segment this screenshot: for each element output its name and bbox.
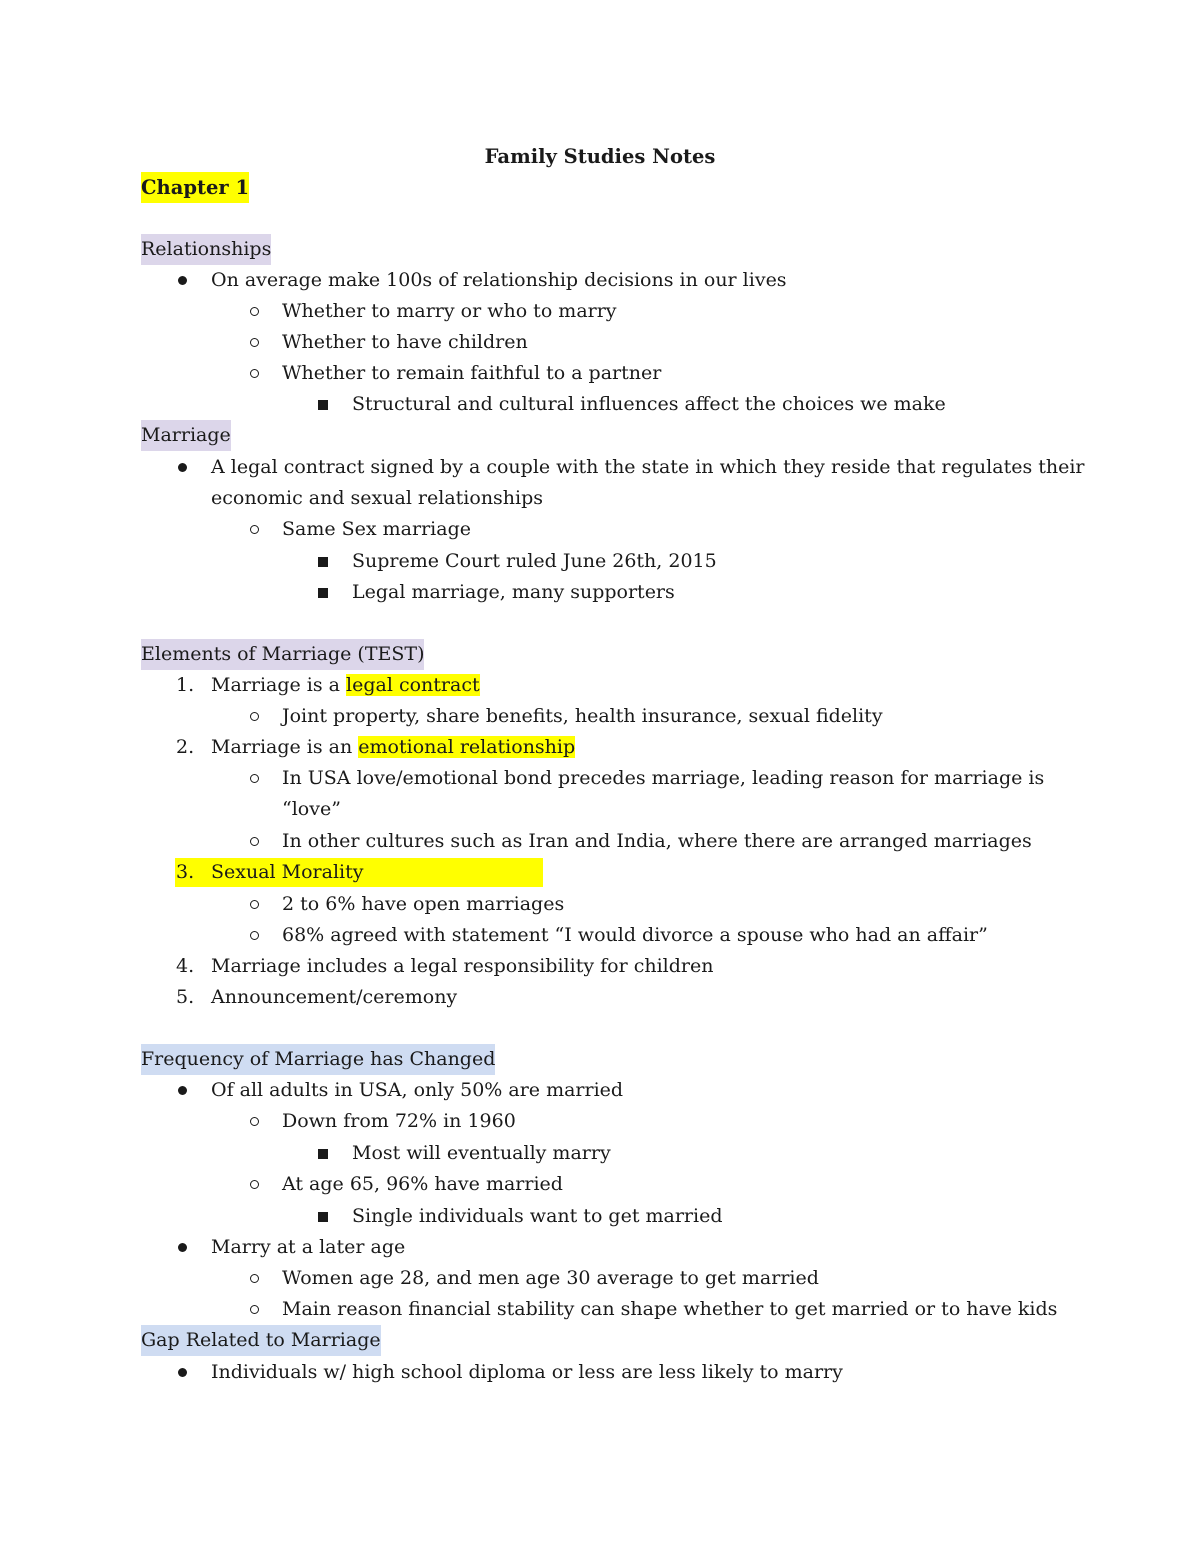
bullet-icon	[178, 1368, 187, 1377]
list-item-text: On average make 100s of relationship decisions in our lives	[211, 269, 787, 291]
list-item-text-plain: Marriage is a	[211, 674, 347, 696]
list-item-text: Women age 28, and men age 30 average to get married	[282, 1267, 819, 1289]
list-item-text: Supreme Court ruled June 26th, 2015	[352, 550, 717, 572]
circle-bullet-icon	[250, 1180, 259, 1189]
circle-bullet-icon	[250, 900, 259, 909]
square-bullet-icon	[318, 557, 328, 567]
section-heading-relationships: Relationships	[141, 234, 271, 265]
list-item-text: Legal marriage, many supporters	[352, 581, 675, 603]
list-item-text-plain: Marriage is an	[211, 736, 359, 758]
list-item-text: In USA love/emotional bond precedes marriage, leading reason for marriage is	[282, 767, 1045, 789]
list-item-text: Sexual Morality	[211, 861, 364, 883]
list-item-text: Of all adults in USA, only 50% are married	[211, 1079, 624, 1101]
circle-bullet-icon	[250, 774, 259, 783]
list-item-text: Whether to have children	[282, 331, 528, 353]
list-item-text: At age 65, 96% have married	[282, 1173, 563, 1195]
list-item-text: Down from 72% in 1960	[282, 1110, 516, 1132]
bullet-icon	[178, 1243, 187, 1252]
list-item-text: “love”	[282, 798, 341, 820]
highlighted-phrase: emotional relationship	[358, 736, 576, 758]
bullet-icon	[178, 463, 187, 472]
document-title: Family Studies Notes	[484, 145, 716, 168]
list-number: 2.	[176, 736, 195, 758]
list-item-text: Marry at a later age	[211, 1236, 406, 1258]
list-item-text: economic and sexual relationships	[211, 487, 544, 509]
list-number: 4.	[176, 955, 195, 977]
list-number: 1.	[176, 674, 195, 696]
circle-bullet-icon	[250, 307, 259, 316]
list-item-text: Whether to remain faithful to a partner	[282, 362, 662, 384]
circle-bullet-icon	[250, 1117, 259, 1126]
list-item-text: Structural and cultural influences affect the choices we make	[352, 393, 946, 415]
list-item-text: A legal contract signed by a couple with the state in which they reside that regulates their	[211, 456, 1085, 478]
list-item-text	[211, 670, 480, 701]
circle-bullet-icon	[250, 837, 259, 846]
list-item-text: Single individuals want to get married	[352, 1205, 723, 1227]
circle-bullet-icon	[250, 1305, 259, 1314]
list-item-text: Joint property, share benefits, health insurance, sexual fidelity	[282, 705, 883, 727]
bullet-icon	[178, 276, 187, 285]
circle-bullet-icon	[250, 525, 259, 534]
list-item-text: 2 to 6% have open marriages	[282, 893, 565, 915]
list-item-text: Same Sex marriage	[282, 518, 471, 540]
list-item-text: In other cultures such as Iran and India, where there are arranged marriages	[282, 830, 1032, 852]
list-item-text: Main reason financial stability can shape whether to get married or to have kids	[282, 1298, 1058, 1320]
circle-bullet-icon	[250, 1274, 259, 1283]
list-number: 5.	[176, 986, 195, 1008]
section-heading-gap: Gap Related to Marriage	[141, 1325, 381, 1356]
list-item-text: Announcement/ceremony	[211, 986, 458, 1008]
list-item-text	[211, 732, 575, 763]
list-item-text: Whether to marry or who to marry	[282, 300, 617, 322]
list-number: 3.	[176, 861, 195, 883]
circle-bullet-icon	[250, 369, 259, 378]
circle-bullet-icon	[250, 712, 259, 721]
list-item-text: Most will eventually marry	[352, 1142, 611, 1164]
highlighted-phrase: legal contract	[346, 674, 480, 696]
circle-bullet-icon	[250, 338, 259, 347]
circle-bullet-icon	[250, 931, 259, 940]
bullet-icon	[178, 1086, 187, 1095]
list-item-text: Individuals w/ high school diploma or less are less likely to marry	[211, 1361, 843, 1383]
section-heading-marriage: Marriage	[141, 420, 231, 451]
section-heading-elements: Elements of Marriage (TEST)	[141, 639, 424, 670]
square-bullet-icon	[318, 588, 328, 598]
section-heading-frequency: Frequency of Marriage has Changed	[141, 1044, 495, 1075]
square-bullet-icon	[318, 400, 328, 410]
square-bullet-icon	[318, 1212, 328, 1222]
chapter-heading: Chapter 1	[141, 172, 249, 203]
list-item-text: 68% agreed with statement “I would divorce a spouse who had an affair”	[282, 924, 988, 946]
list-item-text: Marriage includes a legal responsibility for children	[211, 955, 714, 977]
square-bullet-icon	[318, 1149, 328, 1159]
